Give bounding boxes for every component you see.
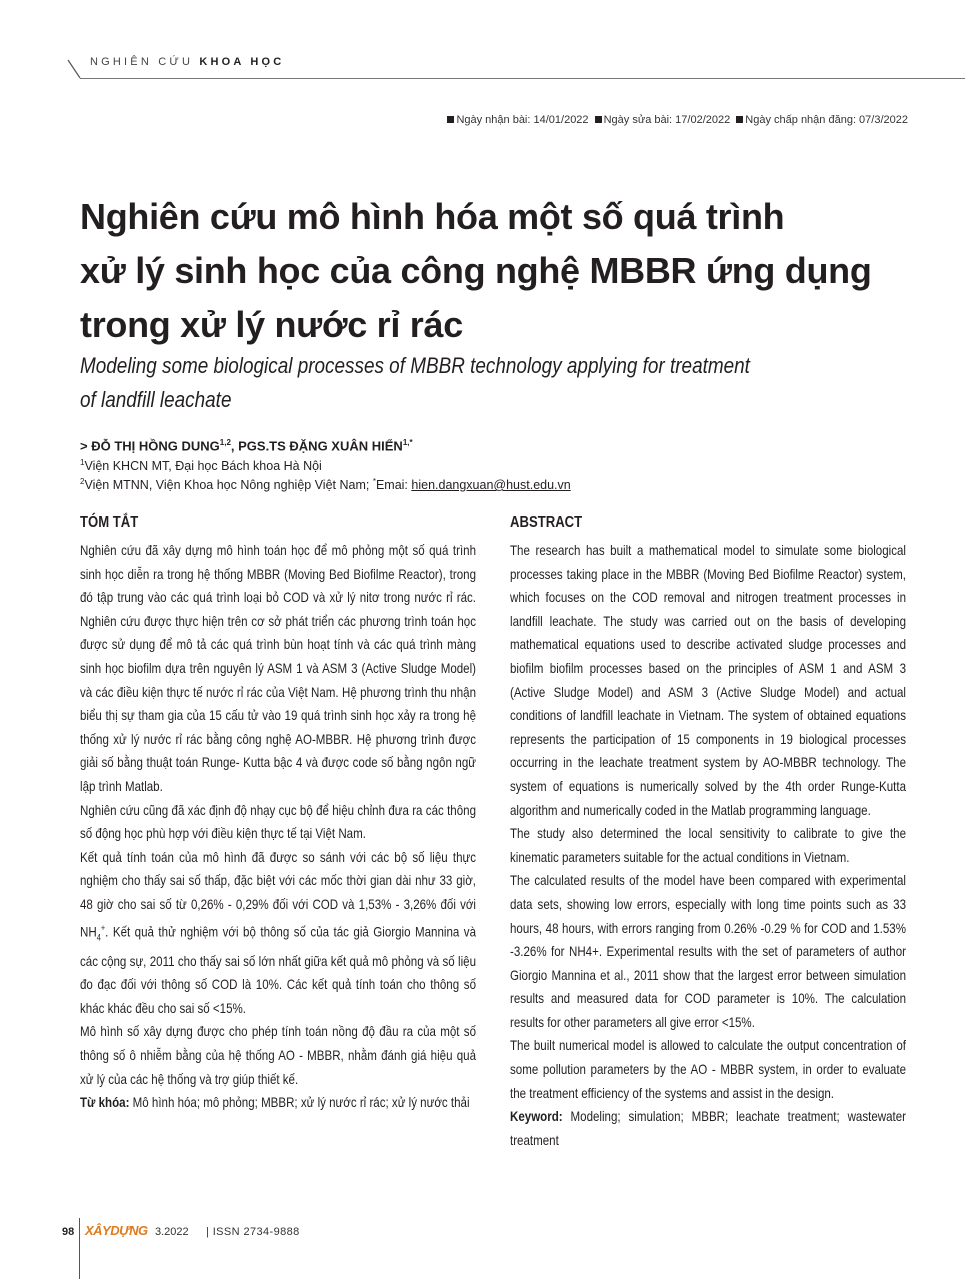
email-label: Emai: [375,478,412,493]
abstract-en-heading: ABSTRACT [510,514,583,531]
section-label [90,56,284,68]
keywords-vi [80,1091,476,1115]
abstract-en-p1: The research has built a mathematical model to simulate some biological processes taking place in the MBBR (Moving Bed Biofilme Reactor) system, which focuses on the COD removal and nitrogen treatment processes in landfill leachate. The study was carried out on the basis of developing mathematical equations used to describe activated sludge processes and biofilm biofilm processes based on the principles of ASM 1 and ASM 3 (Active Sludge Model) and ASM 3 (Active Sludge Model) and actual conditions of landfill leachate in Vietnam. The system of obtained equations represents the participation of 15 components in 19 biological processes occurring in the leachate treatment system by AO-MBBR technology. The system of equations is numerically solved by the 4th order Runge-Kutta algorithm and numerically coded in the Matlab programming language. [510,542,906,818]
keywords-vi-label: Từ khóa: [80,1094,130,1111]
date-revised: Ngày sửa bài: 17/02/2022 [603,114,731,126]
author-1: > ĐỖ THỊ HỒNG DUNG [80,438,220,454]
p3-sub: 4 [96,931,101,942]
aff-2-marker: 2 [80,477,85,486]
aff-1-marker: 1 [80,458,85,467]
abstract-en-p4: The built numerical model is allowed to calculate the output concentration of some pollution parameters by the AO - MBBR system, in order to evaluate the treatment efficiency of the systems and assist in the design. [510,1037,906,1101]
title-line: Nghiên cứu mô hình hóa một số quá trình [80,196,785,237]
issn: | ISSN 2734-9888 [206,1226,300,1238]
abstract-vi-p1: Nghiên cứu đã xây dựng mô hình toán học để mô phỏng một số quá trình sinh học diễn ra trong hệ thống MBBR (Moving Bed Biofilme Reactor), trong đó tập trung vào các quá trình loại bỏ COD và xử lý nitơ trong nước rỉ rác. Nghiên cứu được thực hiện trên cơ sở phát triển các phương trình toán học được sử dụng để mô tả các quá trình bùn hoạt tính và các quá trình màng sinh học biofilm dựa trên nguyên lý ASM 1 và ASM 3 (Active Sludge Model) và các điều kiện thực tế nước rỉ rác của Việt Nam. Hệ phương trình thu nhận biểu thị sự tham gia của 15 cấu tử vào 19 quá trình sinh học xảy ra trong hệ thống xử lý nước rỉ rác bằng công nghệ AO-MBBR. Hệ phương trình được giải số bằng thuật toán Runge- Kutta bậc 4 và được code số bằng ngôn ngữ lập trình Matlab. [80,542,476,794]
date-received: Ngày nhận bài: 14/01/2022 [456,114,589,126]
affiliation-2 [80,477,571,492]
abstract-en-p3: The calculated results of the model have been compared with experimental data sets, showing low errors, especially with long time points such as 33 hours, 48 hours, with errors ranging from 0.26% -0.29 % for COD and 1.53% -3.26% for NH4+. Experimental results with the set of parameters of author Giorgio Mannina et al., 2011 show that the largest error between simulation results and measured data for COD parameter is 10%. The calculation results for other parameters all give error <15%. [510,872,906,1030]
affiliation-1 [80,458,322,473]
bullet-square-icon [595,116,602,123]
author-1-affil: 1,2 [219,438,231,447]
abstract-vi-p3 [80,846,476,1021]
date-accepted: Ngày chấp nhận đăng: 07/3/2022 [745,114,908,126]
email-marker: * [372,477,376,486]
aff-2-text: Viện MTNN, Viện Khoa học Nông nghiệp Việt Nam; [84,478,373,493]
journal-logo: XÂYDỰNG [85,1223,148,1238]
header-rule [80,78,965,79]
article-title [80,190,920,352]
bullet-square-icon [447,116,454,123]
article-dates [444,114,908,126]
keywords-en-label: Keyword: [510,1108,563,1125]
abstract-en-p2: The study also determined the local sensitivity to calibrate to give the kinematic parameters suitable for the actual conditions in Vietnam. [510,825,906,865]
aff-1-text: Viện KHCN MT, Đại học Bách khoa Hà Nội [84,459,322,474]
subtitle-line: Modeling some biological processes of MBBR technology applying for treatment [80,353,750,378]
title-line: trong xử lý nước rỉ rác [80,304,463,345]
title-line: xử lý sinh học của công nghệ MBBR ứng dụng [80,250,872,291]
author-line [80,438,413,453]
p3-part-a: Kết quả tính toán của mô hình đã được so sánh với các bộ số liệu thực nghiệm cho thấy sai số thấp, đặc biệt với các mốc thời gian dài như 33 giờ, 48 giờ cho sai số từ 0,26% - 0,29% đối với COD và 1,53% - 3,26% đối với NH [80,848,476,940]
abstract-vi-heading: TÓM TẮT [80,514,139,531]
p3-part-b: . Kết quả thử nghiệm với bộ thông số của tác giả Giorgio Mannina và các cộng sự, 2011 cho thấy sai số lớn nhất giữa kết quả mô phỏng và số liệu đo đạc đối với thông số COD là 10%. Các kết quả tính toán cho thông số khác khác đều cho sai số <15%. [80,923,477,1016]
english-title [80,349,840,417]
keywords-en [510,1105,906,1152]
email-link[interactable]: hien.dangxuan@hust.edu.vn [411,478,571,493]
section-label-light: NGHIÊN CỨU [90,56,200,68]
bullet-square-icon [736,116,743,123]
section-label-bold: KHOA HỌC [199,56,285,68]
section-slash-icon [66,58,88,80]
abstract-vi-p2: Nghiên cứu cũng đã xác định độ nhạy cục bộ để hiệu chỉnh đưa ra các thông số động học phù hợp với điều kiện thực tế tại Việt Nam. [80,801,476,842]
abstract-vi-p4: Mô hình số xây dựng được cho phép tính toán nồng độ đầu ra của một số thông số ô nhiễm bằng của hệ thống AO - MBBR, nhằm đánh giá hiệu quả xử lý của các hệ thống và trợ giúp thiết kế. [80,1023,476,1087]
issue-number: 3.2022 [155,1226,189,1238]
keywords-en-text: Modeling; simulation; MBBR; leachate treatment; wastewater treatment [510,1108,906,1148]
abstract-vi [80,539,476,1115]
abstract-en [510,539,906,1152]
footer-rule [79,1218,80,1279]
author-2-affil: 1,* [402,438,413,447]
author-2: , PGS.TS ĐẶNG XUÂN HIỂN [230,438,403,454]
keywords-vi-text: Mô hình hóa; mô phỏng; MBBR; xử lý nước rỉ rác; xử lý nước thải [129,1094,470,1111]
page-number: 98 [62,1226,75,1238]
subtitle-line: of landfill leachate [80,387,232,412]
p3-sup: + [100,922,106,933]
